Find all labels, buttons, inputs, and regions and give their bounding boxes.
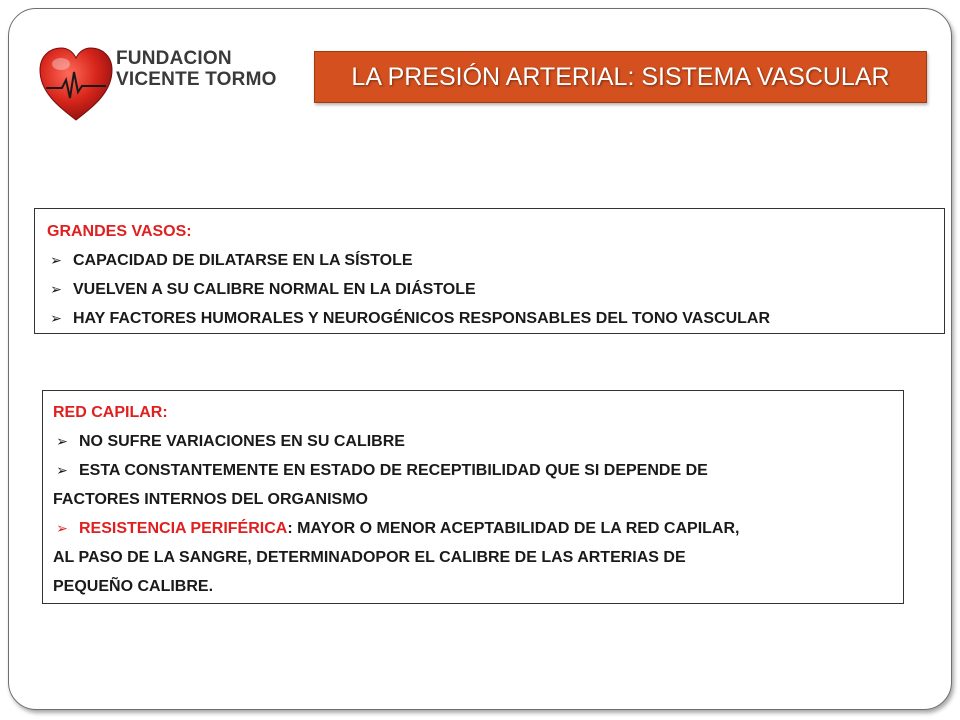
heart-pulse-icon: [36, 42, 116, 124]
arrow-bullet-icon: ➢: [50, 281, 62, 297]
arrow-bullet-icon: ➢: [50, 252, 62, 268]
arrow-bullet-icon: ➢: [50, 310, 62, 326]
list-item-text: HAY FACTORES HUMORALES Y NEUROGÉNICOS RESPONSABLES DEL TONO VASCULAR: [73, 310, 770, 327]
title-bar: [314, 51, 927, 103]
list-item: [53, 456, 893, 485]
logo: [36, 42, 277, 124]
list-item-text: ESTA CONSTANTEMENTE EN ESTADO DE RECEPTIBILIDAD QUE SI DEPENDE DE: [79, 462, 708, 479]
page-title: LA PRESIÓN ARTERIAL: SISTEMA VASCULAR: [351, 62, 890, 91]
arrow-bullet-icon: ➢: [56, 433, 68, 449]
list-item: [47, 275, 932, 304]
resistencia-periferica-term: RESISTENCIA PERIFÉRICA: [79, 520, 288, 537]
grandes-vasos-box: [34, 208, 945, 334]
red-capilar-box: [42, 390, 904, 604]
arrow-bullet-icon: ➢: [56, 462, 68, 478]
list-item: [53, 427, 893, 456]
red-capilar-heading: RED CAPILAR:: [53, 404, 168, 421]
logo-line1: FUNDACION: [116, 48, 232, 69]
list-item-text: CAPACIDAD DE DILATARSE EN LA SÍSTOLE: [73, 252, 413, 269]
logo-line2: VICENTE TORMO: [116, 69, 277, 90]
list-item-text: : MAYOR O MENOR ACEPTABILIDAD DE LA RED CAPILAR,: [287, 520, 740, 537]
grandes-vasos-heading: GRANDES VASOS:: [47, 223, 192, 240]
list-item-continuation: AL PASO DE LA SANGRE, DETERMINADOPOR EL CALIBRE DE LAS ARTERIAS DE: [53, 549, 686, 566]
list-item: [47, 304, 932, 333]
arrow-bullet-icon: ➢: [56, 520, 68, 536]
list-item-continuation: FACTORES INTERNOS DEL ORGANISMO: [53, 491, 368, 508]
list-item-text: VUELVEN A SU CALIBRE NORMAL EN LA DIÁSTOLE: [73, 281, 476, 298]
list-item: [47, 246, 932, 275]
list-item-text: NO SUFRE VARIACIONES EN SU CALIBRE: [79, 433, 405, 450]
list-item: [53, 514, 893, 543]
list-item-continuation: PEQUEÑO CALIBRE.: [53, 578, 214, 595]
logo-text: [116, 48, 277, 90]
